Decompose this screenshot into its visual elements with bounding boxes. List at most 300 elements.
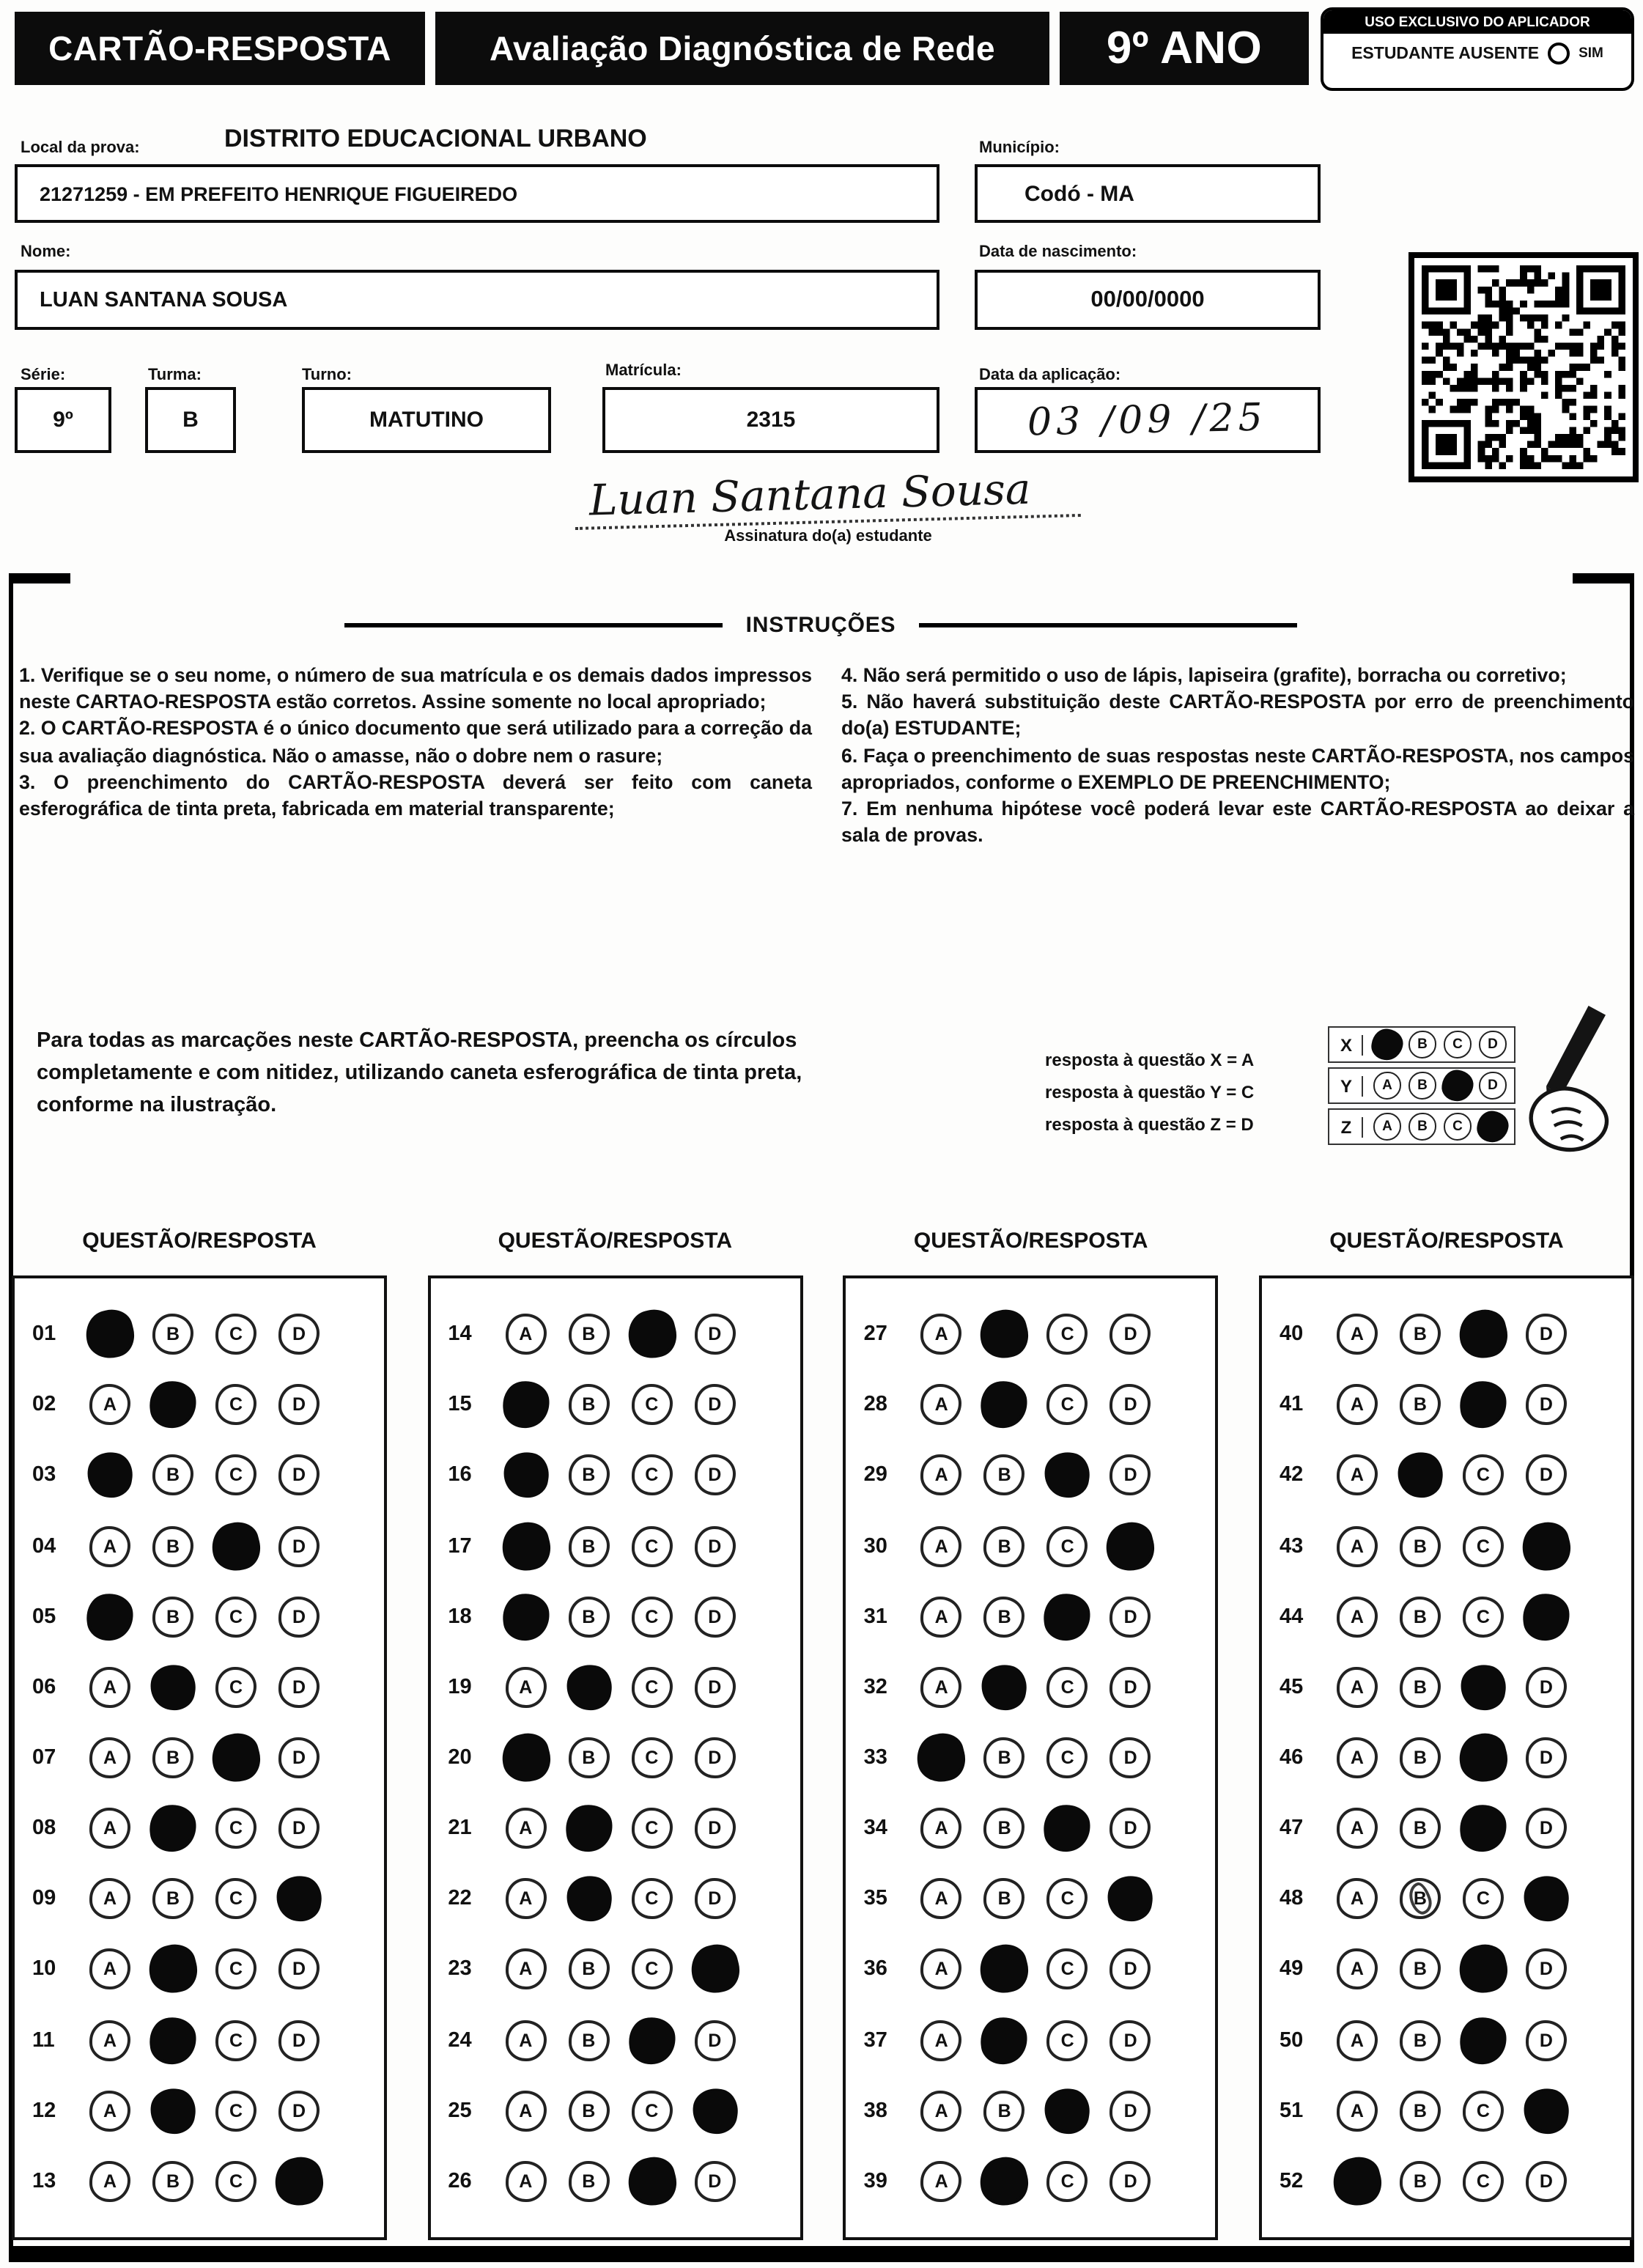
question-options	[1337, 1596, 1567, 1637]
bubble-28-D[interactable]: D	[1110, 1385, 1151, 1426]
question-row-41	[1280, 1385, 1625, 1426]
question-options	[921, 2161, 1151, 2202]
bubble-46-A[interactable]: A	[1337, 1737, 1378, 1778]
nascimento-label: Data de nascimento:	[979, 243, 1137, 261]
bubble-45-B[interactable]: B	[1400, 1667, 1441, 1708]
bubble-11-D[interactable]: D	[278, 2020, 320, 2061]
bubble-23-C[interactable]: C	[631, 1949, 672, 1990]
bubble-52-B[interactable]: B	[1400, 2161, 1441, 2202]
answer-column-4	[1259, 1229, 1634, 2240]
signature-handwriting: Luan Santana Sousa	[575, 463, 1082, 530]
bubble-21-C[interactable]: C	[631, 1808, 672, 1849]
bubble-26-A[interactable]: A	[505, 2161, 546, 2202]
bubble-26-D[interactable]: D	[694, 2161, 735, 2202]
bubble-31-D[interactable]: D	[1110, 1596, 1151, 1637]
bubble-09-C[interactable]: C	[215, 1879, 256, 1920]
bubble-14-C-filled[interactable]	[623, 1306, 681, 1363]
question-options	[921, 1949, 1151, 1990]
bubble-49-A[interactable]: A	[1337, 1949, 1378, 1990]
bubble-25-B[interactable]: B	[568, 2090, 609, 2131]
bubble-14-B[interactable]: B	[568, 1314, 609, 1355]
bubble-38-A[interactable]: A	[921, 2090, 962, 2131]
question-options	[505, 1667, 735, 1708]
bubble-42-A[interactable]: A	[1337, 1455, 1378, 1496]
bubble-33-D[interactable]: D	[1110, 1737, 1151, 1778]
question-number: 16	[448, 1463, 472, 1487]
question-number: 22	[448, 1887, 472, 1911]
bubble-10-A[interactable]: A	[89, 1949, 130, 1990]
bubble-32-A[interactable]: A	[921, 1667, 962, 1708]
bubble-01-C[interactable]: C	[215, 1314, 256, 1355]
question-number: 13	[32, 2169, 56, 2193]
bubble-25-A[interactable]: A	[505, 2090, 546, 2131]
bubble-12-A[interactable]: A	[89, 2090, 130, 2131]
answer-column-2	[427, 1229, 802, 2240]
bubble-21-D[interactable]: D	[694, 1808, 735, 1849]
aplicador-panel	[1321, 7, 1634, 91]
bubble-52-C[interactable]: C	[1463, 2161, 1504, 2202]
bubble-47-A[interactable]: A	[1337, 1808, 1378, 1849]
bubble-29-B[interactable]: B	[984, 1455, 1025, 1496]
bubble-19-A[interactable]: A	[505, 1667, 546, 1708]
question-number: 15	[448, 1393, 472, 1417]
bubble-01-A-filled[interactable]	[81, 1306, 139, 1363]
question-number: 35	[863, 1887, 887, 1911]
bubble-16-A-filled[interactable]	[500, 1450, 551, 1501]
example-bubble-X-D: D	[1479, 1031, 1507, 1058]
bubble-18-C[interactable]: C	[631, 1596, 672, 1637]
answer-column-header: QUESTÃO/RESPOSTA	[1329, 1229, 1564, 1253]
bubble-43-D-filled[interactable]	[1517, 1517, 1575, 1575]
bubble-35-D-filled[interactable]	[1104, 1873, 1156, 1924]
question-number: 44	[1279, 1605, 1304, 1629]
question-options	[89, 1455, 320, 1496]
bubble-35-A[interactable]: A	[921, 1879, 962, 1920]
bubble-04-A[interactable]: A	[89, 1525, 130, 1566]
example-bubble-Y-B: B	[1408, 1072, 1436, 1100]
question-row-24	[448, 2020, 794, 2061]
bubble-26-B[interactable]: B	[568, 2161, 609, 2202]
example-grid	[1328, 1026, 1515, 1149]
bubble-06-D[interactable]: D	[278, 1667, 320, 1708]
bubble-08-D[interactable]: D	[278, 1808, 320, 1849]
bubble-06-B-filled[interactable]	[147, 1661, 199, 1712]
question-row-10	[32, 1949, 378, 1990]
bubble-33-B[interactable]: B	[984, 1737, 1025, 1778]
bubble-28-A[interactable]: A	[921, 1385, 962, 1426]
bubble-06-C[interactable]: C	[215, 1667, 256, 1708]
question-options	[1337, 1314, 1567, 1355]
estudante-ausente-option: SIM	[1579, 45, 1603, 62]
bubble-20-A-filled[interactable]	[497, 1728, 555, 1786]
answer-grids	[12, 1229, 1634, 2240]
bubble-50-B[interactable]: B	[1400, 2020, 1441, 2061]
bubble-04-C-filled[interactable]	[207, 1517, 265, 1575]
bubble-25-C[interactable]: C	[631, 2090, 672, 2131]
bubble-26-C-filled[interactable]	[623, 2152, 681, 2210]
bubble-33-C[interactable]: C	[1047, 1737, 1088, 1778]
bubble-13-D-filled[interactable]	[270, 2152, 328, 2210]
bubble-31-A[interactable]: A	[921, 1596, 962, 1637]
bubble-41-C-filled[interactable]	[1457, 1379, 1509, 1431]
bubble-30-D-filled[interactable]	[1101, 1517, 1159, 1575]
bubble-08-A[interactable]: A	[89, 1808, 130, 1849]
bubble-19-D[interactable]: D	[694, 1667, 735, 1708]
bubble-39-C[interactable]: C	[1047, 2161, 1088, 2202]
question-options	[89, 2090, 320, 2131]
local-prova-label: Local da prova:	[21, 139, 140, 157]
instruction-item: 2. O CARTÃO-RESPOSTA é o único documento que será utilizado para a correção da sua avaliação diagnóstica. Não o amasse, não o dobre nem o rasure;	[19, 717, 812, 767]
bubble-03-C[interactable]: C	[215, 1455, 256, 1496]
question-row-23	[448, 1949, 794, 1990]
bubble-10-B-filled[interactable]	[144, 1940, 202, 1998]
bubble-37-C[interactable]: C	[1047, 2020, 1088, 2061]
bubble-30-C[interactable]: C	[1047, 1525, 1088, 1566]
bubble-29-A[interactable]: A	[921, 1455, 962, 1496]
bubble-16-D[interactable]: D	[694, 1455, 735, 1496]
bubble-29-D[interactable]: D	[1110, 1455, 1151, 1496]
bubble-07-D[interactable]: D	[278, 1737, 320, 1778]
bubble-01-D[interactable]: D	[278, 1314, 320, 1355]
bubble-07-C-filled[interactable]	[207, 1728, 265, 1786]
example-row-Z	[1328, 1108, 1515, 1145]
bubble-36-B-filled[interactable]	[975, 1940, 1033, 1998]
question-number: 38	[863, 2099, 887, 2123]
bubble-15-D[interactable]: D	[694, 1385, 735, 1426]
bubble-07-A[interactable]: A	[89, 1737, 130, 1778]
bubble-34-C-filled[interactable]	[1041, 1803, 1093, 1855]
example-bubble-X-B: B	[1408, 1031, 1436, 1058]
turma-label: Turma:	[148, 367, 202, 384]
question-row-16	[448, 1455, 794, 1496]
bubble-46-D[interactable]: D	[1526, 1737, 1567, 1778]
bubble-15-C[interactable]: C	[631, 1385, 672, 1426]
question-number: 29	[863, 1463, 887, 1487]
hand-pen-illustration	[1507, 1003, 1639, 1167]
bubble-42-C[interactable]: C	[1463, 1455, 1504, 1496]
question-options	[1337, 1667, 1567, 1708]
bubble-36-A[interactable]: A	[921, 1949, 962, 1990]
bubble-03-B[interactable]: B	[152, 1455, 193, 1496]
bubble-23-D-filled[interactable]	[686, 1940, 744, 1998]
bubble-36-C[interactable]: C	[1047, 1949, 1088, 1990]
bubble-24-C-filled[interactable]	[626, 2014, 678, 2066]
bubble-49-C-filled[interactable]	[1454, 1940, 1512, 1998]
bubble-39-D[interactable]: D	[1110, 2161, 1151, 2202]
bubble-05-C[interactable]: C	[215, 1596, 256, 1637]
bubble-17-D[interactable]: D	[694, 1525, 735, 1566]
frame-corner-right	[1573, 573, 1634, 583]
municipio-label: Município:	[979, 139, 1060, 157]
question-row-08	[32, 1808, 378, 1849]
bubble-50-D[interactable]: D	[1526, 2020, 1567, 2061]
bubble-18-B[interactable]: B	[568, 1596, 609, 1637]
bubble-12-B-filled[interactable]	[147, 2085, 199, 2136]
example-bubble-Y-A: A	[1373, 1072, 1401, 1100]
bubble-21-A[interactable]: A	[505, 1808, 546, 1849]
question-row-51	[1280, 2090, 1625, 2131]
bubble-11-B-filled[interactable]	[147, 2014, 199, 2066]
bubble-22-D[interactable]: D	[694, 1879, 735, 1920]
question-number: 18	[448, 1605, 472, 1629]
bubble-34-A[interactable]: A	[921, 1808, 962, 1849]
answer-grid-box	[1259, 1275, 1634, 2240]
bubble-13-C[interactable]: C	[215, 2161, 256, 2202]
bubble-27-D[interactable]: D	[1110, 1314, 1151, 1355]
bubble-48-B[interactable]: B	[1400, 1879, 1441, 1920]
bubble-38-B[interactable]: B	[984, 2090, 1025, 2131]
bubble-11-A[interactable]: A	[89, 2020, 130, 2061]
bubble-36-D[interactable]: D	[1110, 1949, 1151, 1990]
bubble-17-A-filled[interactable]	[497, 1517, 555, 1575]
bubble-39-A[interactable]: A	[921, 2161, 962, 2202]
bubble-35-B[interactable]: B	[984, 1879, 1025, 1920]
bubble-19-C[interactable]: C	[631, 1667, 672, 1708]
bubble-08-B-filled[interactable]	[147, 1803, 199, 1855]
bubble-48-D-filled[interactable]	[1521, 1873, 1572, 1924]
bubble-34-B[interactable]: B	[984, 1808, 1025, 1849]
bubble-40-C-filled[interactable]	[1454, 1306, 1512, 1363]
bubble-27-A[interactable]: A	[921, 1314, 962, 1355]
nascimento-field: 00/00/0000	[975, 270, 1321, 330]
matricula-field: 2315	[602, 387, 939, 453]
question-options	[921, 2090, 1151, 2131]
bubble-13-A[interactable]: A	[89, 2161, 130, 2202]
bubble-43-A[interactable]: A	[1337, 1525, 1378, 1566]
bubble-43-C[interactable]: C	[1463, 1525, 1504, 1566]
bubble-23-B[interactable]: B	[568, 1949, 609, 1990]
question-number: 50	[1279, 2028, 1304, 2052]
bubble-28-B-filled[interactable]	[978, 1379, 1030, 1431]
bubble-35-C[interactable]: C	[1047, 1879, 1088, 1920]
bubble-32-C[interactable]: C	[1047, 1667, 1088, 1708]
bubble-18-A-filled[interactable]	[500, 1591, 552, 1643]
bubble-51-C[interactable]: C	[1463, 2090, 1504, 2131]
bubble-04-B[interactable]: B	[152, 1525, 193, 1566]
question-number: 31	[863, 1605, 887, 1629]
bubble-07-B[interactable]: B	[152, 1737, 193, 1778]
bubble-09-B[interactable]: B	[152, 1879, 193, 1920]
bubble-49-B[interactable]: B	[1400, 1949, 1441, 1990]
example-bubble-Y-D: D	[1479, 1072, 1507, 1100]
bubble-16-B[interactable]: B	[568, 1455, 609, 1496]
bubble-17-B[interactable]: B	[568, 1525, 609, 1566]
bubble-06-A[interactable]: A	[89, 1667, 130, 1708]
bubble-19-B-filled[interactable]	[563, 1661, 614, 1712]
question-number: 42	[1279, 1463, 1304, 1487]
question-number: 11	[32, 2028, 55, 2052]
bubble-38-C-filled[interactable]	[1041, 2085, 1093, 2136]
bubble-43-B[interactable]: B	[1400, 1525, 1441, 1566]
bubble-25-D-filled[interactable]	[689, 2085, 740, 2136]
instructions-title: INSTRUÇÕES	[745, 613, 896, 638]
question-row-39	[864, 2161, 1210, 2202]
bubble-09-D-filled[interactable]	[273, 1873, 325, 1924]
bubble-32-B-filled[interactable]	[978, 1661, 1030, 1712]
bubble-44-D-filled[interactable]	[1520, 1591, 1572, 1643]
frame-corner-left	[9, 573, 70, 583]
bubble-04-D[interactable]: D	[278, 1525, 320, 1566]
bubble-38-D[interactable]: D	[1110, 2090, 1151, 2131]
example-answer-lines	[1045, 1044, 1338, 1141]
signature-area	[418, 463, 1238, 545]
bubble-45-A[interactable]: A	[1337, 1667, 1378, 1708]
question-row-27	[864, 1314, 1210, 1355]
bubble-48-C[interactable]: C	[1463, 1879, 1504, 1920]
bubble-46-C-filled[interactable]	[1454, 1728, 1512, 1786]
bubble-42-B-filled[interactable]	[1395, 1450, 1446, 1501]
question-row-15	[448, 1385, 794, 1426]
bubble-24-A[interactable]: A	[505, 2020, 546, 2061]
aplicador-panel-header: USO EXCLUSIVO DO APLICADOR	[1323, 10, 1631, 34]
bubble-32-D[interactable]: D	[1110, 1667, 1151, 1708]
bubble-44-B[interactable]: B	[1400, 1596, 1441, 1637]
question-options	[921, 1879, 1151, 1920]
bubble-18-D[interactable]: D	[694, 1596, 735, 1637]
bubble-51-A[interactable]: A	[1337, 2090, 1378, 2131]
question-number: 08	[32, 1816, 56, 1841]
question-row-48	[1280, 1879, 1625, 1920]
question-options	[89, 1596, 320, 1637]
bubble-02-C[interactable]: C	[215, 1385, 256, 1426]
bubble-14-D[interactable]: D	[694, 1314, 735, 1355]
bubble-24-B[interactable]: B	[568, 2020, 609, 2061]
question-row-21	[448, 1808, 794, 1849]
bubble-50-A[interactable]: A	[1337, 2020, 1378, 2061]
question-options	[89, 1949, 320, 1990]
bubble-37-A[interactable]: A	[921, 2020, 962, 2061]
answer-column-header: QUESTÃO/RESPOSTA	[913, 1229, 1148, 1253]
bubble-47-D[interactable]: D	[1526, 1808, 1567, 1849]
bubble-09-A[interactable]: A	[89, 1879, 130, 1920]
bubble-45-D[interactable]: D	[1526, 1667, 1567, 1708]
bubble-05-B[interactable]: B	[152, 1596, 193, 1637]
estudante-ausente-bubble[interactable]	[1548, 43, 1570, 65]
bubble-50-C-filled[interactable]	[1457, 2014, 1509, 2066]
question-number: 48	[1279, 1887, 1304, 1911]
bubble-47-B[interactable]: B	[1400, 1808, 1441, 1849]
bubble-11-C[interactable]: C	[215, 2020, 256, 2061]
bubble-44-C[interactable]: C	[1463, 1596, 1504, 1637]
question-number: 24	[448, 2028, 472, 2052]
bubble-20-D[interactable]: D	[694, 1737, 735, 1778]
bubble-27-B-filled[interactable]	[975, 1306, 1033, 1363]
bubble-42-D[interactable]: D	[1526, 1455, 1567, 1496]
bubble-02-A[interactable]: A	[89, 1385, 130, 1426]
bubble-28-C[interactable]: C	[1047, 1385, 1088, 1426]
question-number: 06	[32, 1675, 56, 1699]
bubble-52-A-filled[interactable]	[1328, 2152, 1386, 2210]
bubble-47-C-filled[interactable]	[1457, 1803, 1509, 1855]
example-row-Y	[1328, 1067, 1515, 1104]
bubble-05-A-filled[interactable]	[84, 1591, 136, 1643]
example-line: resposta à questão Z = D	[1045, 1114, 1254, 1135]
bubble-12-C[interactable]: C	[215, 2090, 256, 2131]
bubble-20-C[interactable]: C	[631, 1737, 672, 1778]
bubble-27-C[interactable]: C	[1047, 1314, 1088, 1355]
bubble-24-D[interactable]: D	[694, 2020, 735, 2061]
question-number: 45	[1279, 1675, 1304, 1699]
bubble-46-B[interactable]: B	[1400, 1737, 1441, 1778]
bubble-05-D[interactable]: D	[278, 1596, 320, 1637]
bubble-22-A[interactable]: A	[505, 1879, 546, 1920]
question-row-46	[1280, 1737, 1625, 1778]
question-number: 09	[32, 1887, 56, 1911]
bubble-51-D-filled[interactable]	[1521, 2085, 1572, 2136]
question-row-26	[448, 2161, 794, 2202]
grade-badge: 9º ANO	[1060, 12, 1309, 85]
bubble-41-B[interactable]: B	[1400, 1385, 1441, 1426]
bubble-41-A[interactable]: A	[1337, 1385, 1378, 1426]
bubble-29-C-filled[interactable]	[1041, 1450, 1093, 1501]
bubble-45-C-filled[interactable]	[1458, 1661, 1509, 1712]
bubble-33-A-filled[interactable]	[912, 1728, 970, 1786]
bubble-20-B[interactable]: B	[568, 1737, 609, 1778]
bubble-08-C[interactable]: C	[215, 1808, 256, 1849]
bubble-44-A[interactable]: A	[1337, 1596, 1378, 1637]
bubble-40-B[interactable]: B	[1400, 1314, 1441, 1355]
question-row-33	[864, 1737, 1210, 1778]
bubble-03-D[interactable]: D	[278, 1455, 320, 1496]
bubble-39-B-filled[interactable]	[975, 2152, 1033, 2210]
bubble-01-B[interactable]: B	[152, 1314, 193, 1355]
bubble-52-D[interactable]: D	[1526, 2161, 1567, 2202]
bubble-49-D[interactable]: D	[1526, 1949, 1567, 1990]
question-number: 43	[1279, 1534, 1304, 1558]
bubble-37-B-filled[interactable]	[978, 2014, 1030, 2066]
bubble-22-C[interactable]: C	[631, 1879, 672, 1920]
question-row-38	[864, 2090, 1210, 2131]
question-number: 52	[1279, 2169, 1304, 2193]
bubble-30-B[interactable]: B	[984, 1525, 1025, 1566]
bubble-15-B[interactable]: B	[568, 1385, 609, 1426]
nome-field: LUAN SANTANA SOUSA	[15, 270, 939, 330]
serie-label: Série:	[21, 367, 66, 384]
bubble-03-A-filled[interactable]	[84, 1450, 136, 1501]
question-options	[921, 1667, 1151, 1708]
bubble-23-A[interactable]: A	[505, 1949, 546, 1990]
bubble-48-A[interactable]: A	[1337, 1879, 1378, 1920]
bubble-02-B-filled[interactable]	[147, 1379, 199, 1431]
bubble-22-B-filled[interactable]	[563, 1873, 614, 1924]
bubble-16-C[interactable]: C	[631, 1455, 672, 1496]
bubble-37-D[interactable]: D	[1110, 2020, 1151, 2061]
sheet-title: CARTÃO-RESPOSTA	[15, 12, 425, 85]
bubble-31-B[interactable]: B	[984, 1596, 1025, 1637]
bubble-10-D[interactable]: D	[278, 1949, 320, 1990]
bubble-13-B[interactable]: B	[152, 2161, 193, 2202]
question-number: 36	[863, 1957, 887, 1981]
bubble-40-A[interactable]: A	[1337, 1314, 1378, 1355]
question-row-14	[448, 1314, 794, 1355]
bubble-31-C-filled[interactable]	[1041, 1591, 1093, 1643]
bubble-17-C[interactable]: C	[631, 1525, 672, 1566]
question-row-18	[448, 1596, 794, 1637]
bubble-34-D[interactable]: D	[1110, 1808, 1151, 1849]
signature-label: Assinatura do(a) estudante	[724, 528, 932, 545]
bubble-41-D[interactable]: D	[1526, 1385, 1567, 1426]
matricula-label: Matrícula:	[605, 362, 682, 380]
bubble-15-A-filled[interactable]	[500, 1379, 552, 1431]
bubble-40-D[interactable]: D	[1526, 1314, 1567, 1355]
bubble-51-B[interactable]: B	[1400, 2090, 1441, 2131]
bubble-21-B-filled[interactable]	[563, 1803, 615, 1855]
bubble-30-A[interactable]: A	[921, 1525, 962, 1566]
bubble-14-A[interactable]: A	[505, 1314, 546, 1355]
bubble-02-D[interactable]: D	[278, 1385, 320, 1426]
bubble-12-D[interactable]: D	[278, 2090, 320, 2131]
bubble-10-C[interactable]: C	[215, 1949, 256, 1990]
